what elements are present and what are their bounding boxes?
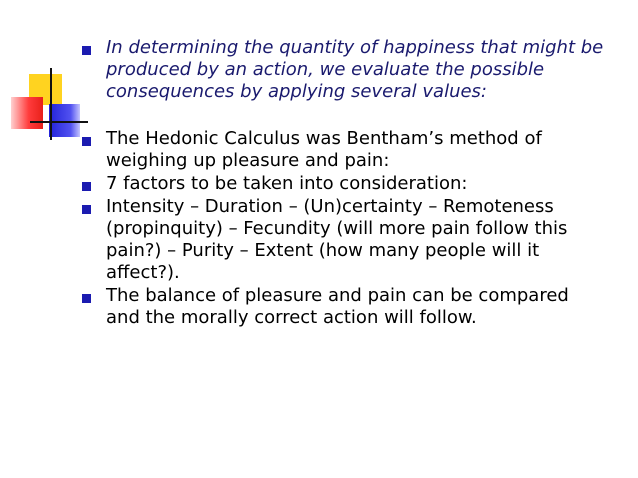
intro-text: In determining the quantity of happiness that might be produced by an action, we evaluate the possible consequences by applying several values:	[106, 37, 604, 102]
slide-body	[82, 37, 612, 330]
bullet-text: Intensity – Duration – (Un)certainty – Remoteness (propinquity) – Fecundity (will more pain follow this pain?) – Purity – Extent (how many people will it affect?).	[106, 196, 568, 283]
square-bullet-icon	[82, 182, 91, 191]
bullet-item	[82, 173, 612, 195]
horizontal-rule	[30, 121, 88, 123]
intro-item	[82, 37, 612, 103]
bullet-item	[82, 285, 612, 329]
spacer	[82, 104, 612, 128]
bullet-text: The balance of pleasure and pain can be compared and the morally correct action will follow.	[106, 285, 569, 328]
red-square	[11, 97, 43, 129]
square-bullet-icon	[82, 205, 91, 214]
bullet-item	[82, 196, 612, 284]
vertical-rule	[50, 68, 52, 140]
bullet-item	[82, 128, 612, 172]
square-bullet-icon	[82, 137, 91, 146]
square-bullet-icon	[82, 294, 91, 303]
bullet-text: The Hedonic Calculus was Bentham’s method of weighing up pleasure and pain:	[106, 128, 542, 171]
square-bullet-icon	[82, 46, 91, 55]
bullet-text: 7 factors to be taken into consideration:	[106, 173, 468, 194]
